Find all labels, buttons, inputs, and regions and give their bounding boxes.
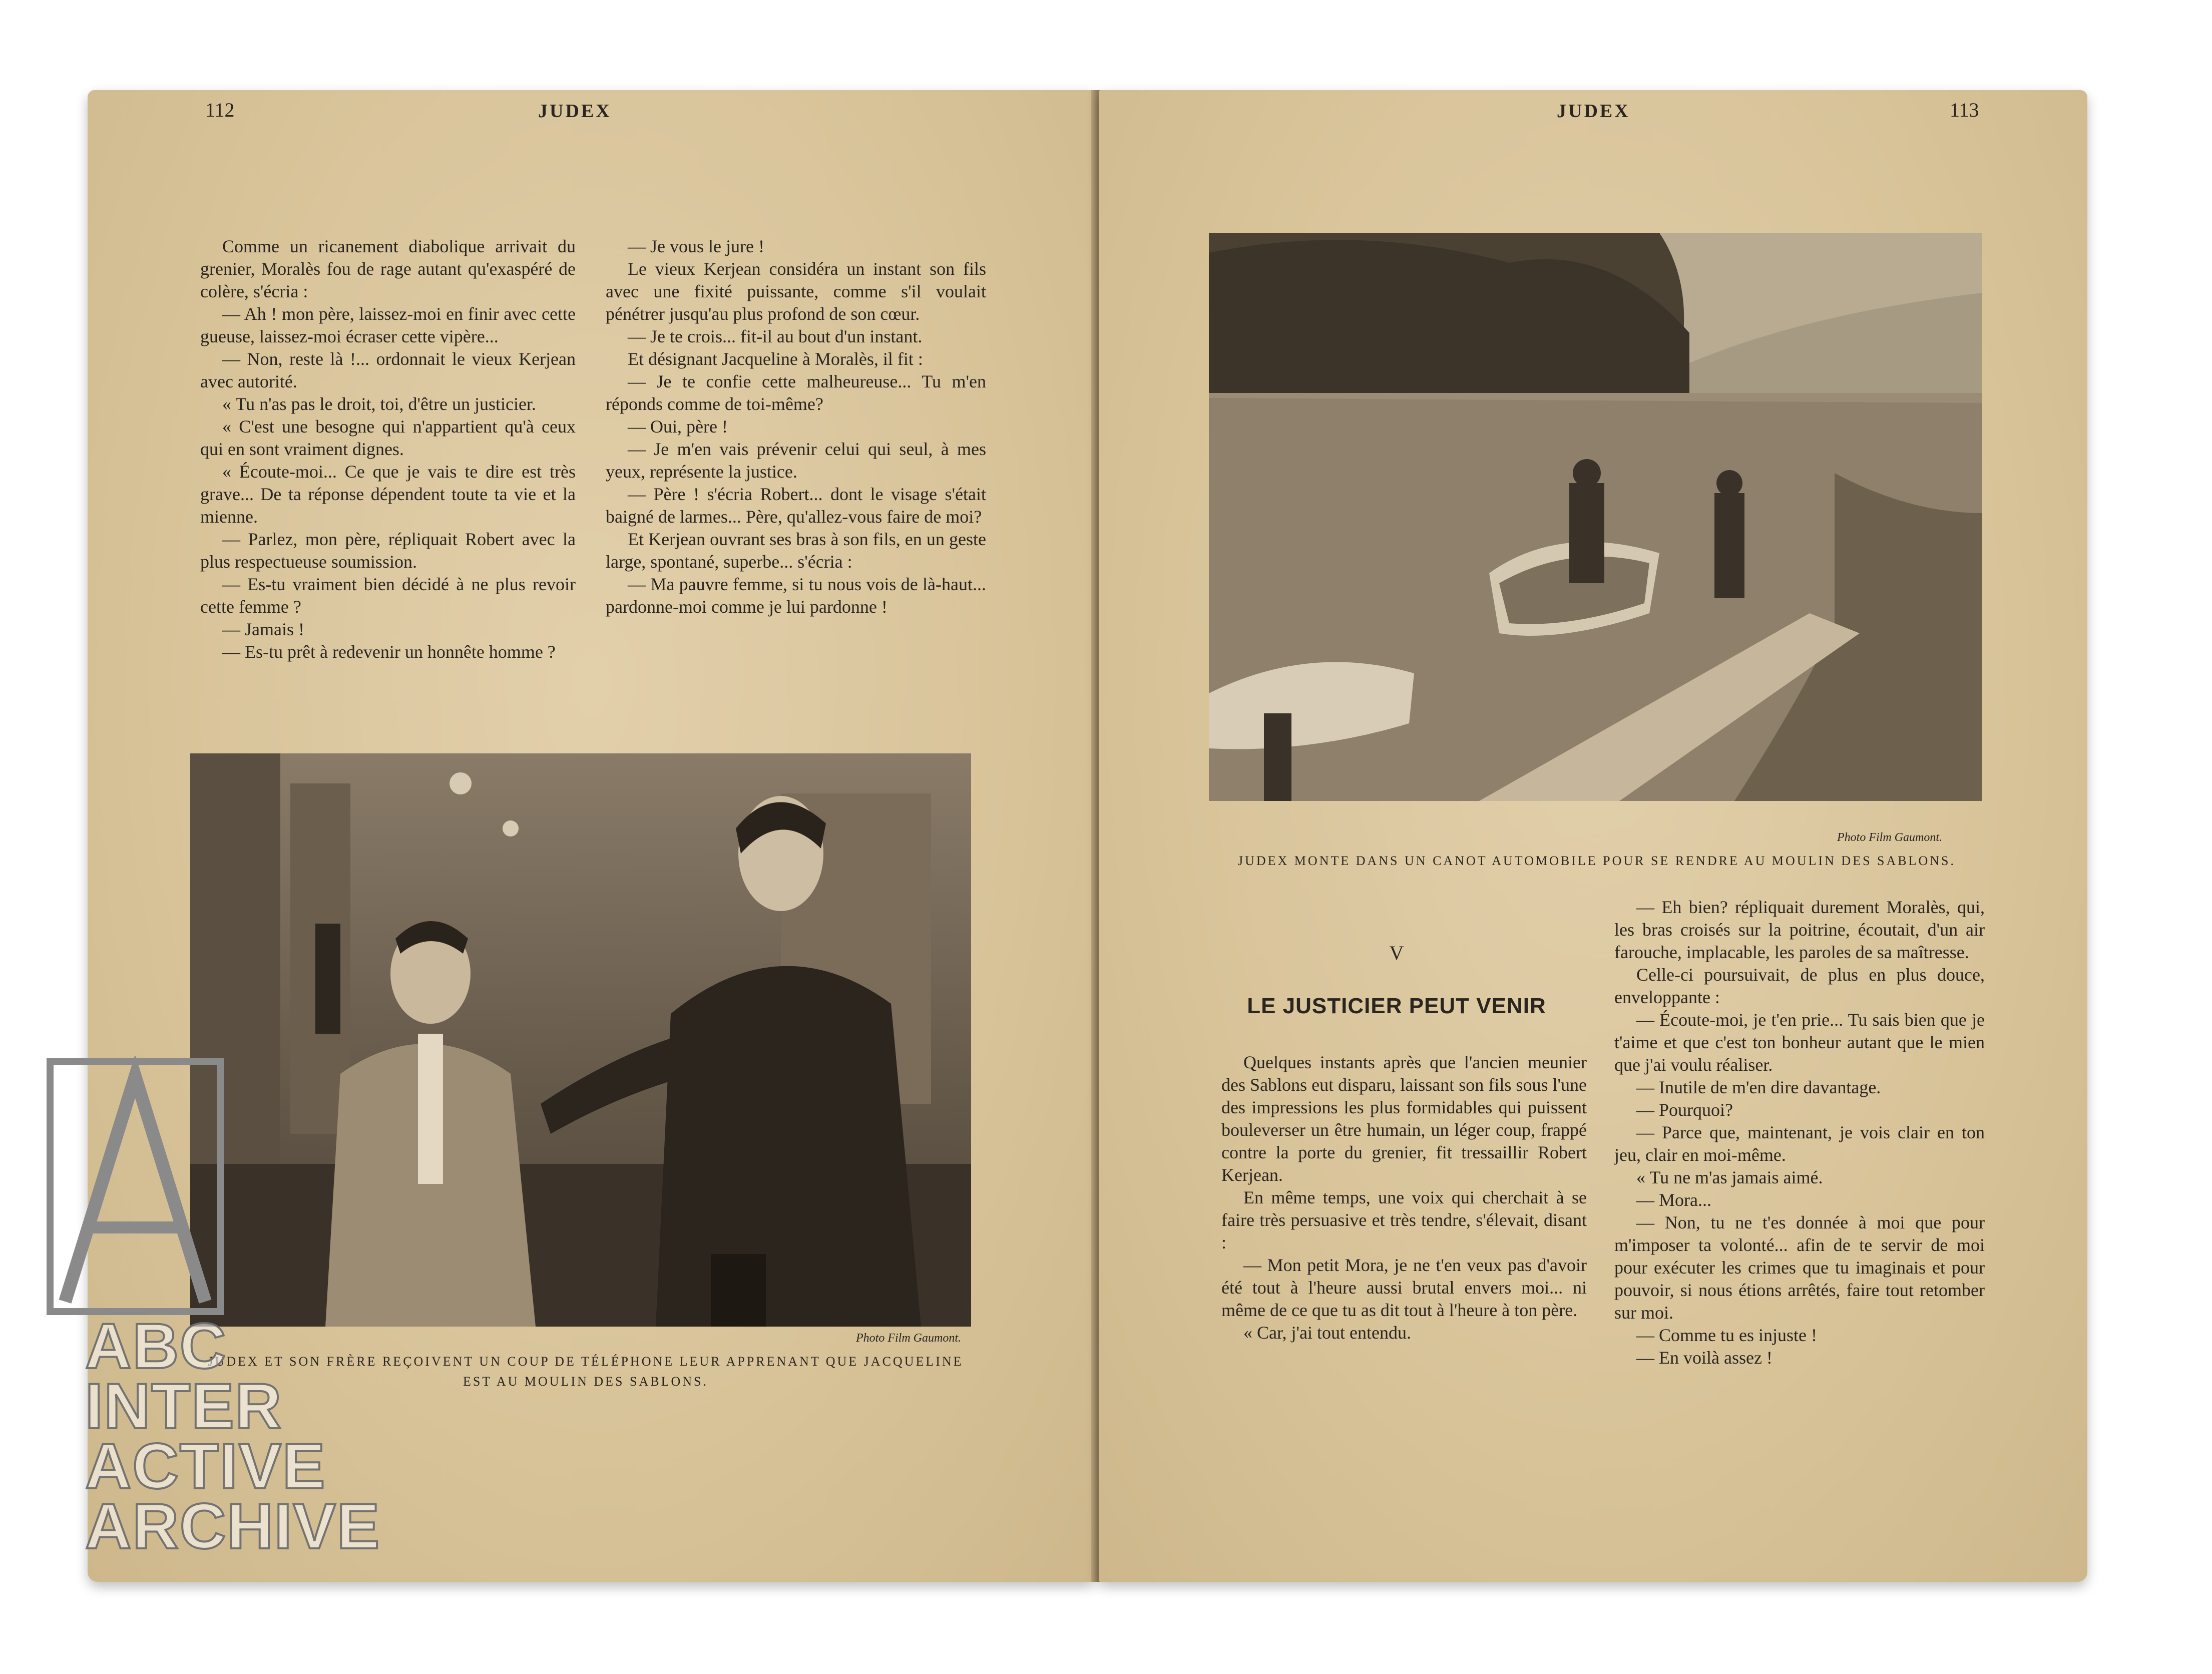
right-page-column-2 [1614, 896, 1985, 1369]
paragraph: — Es-tu prêt à redevenir un honnête homme ? [222, 642, 556, 662]
paragraph: — Je te crois... fit-il au bout d'un instant. [628, 326, 923, 346]
right-photo-caption: JUDEX MONTE DANS UN CANOT AUTOMOBILE POUR SE RENDRE AU MOULIN DES SABLONS. [1237, 854, 1956, 868]
paragraph: — Père ! s'écria Robert... dont le visage s'était baigné de larmes... Père, qu'allez-vous faire de moi? [606, 484, 986, 527]
paragraph: « Tu ne m'as jamais aimé. [1636, 1167, 1823, 1187]
left-page-column-2 [606, 235, 986, 618]
paragraph: — Parce que, maintenant, je vois clair en ton jeu, clair en moi-même. [1614, 1122, 1985, 1165]
left-page-column-1 [200, 235, 576, 663]
watermark-line-2: INTER [85, 1371, 282, 1442]
paragraph: Comme un ricanement diabolique arrivait du grenier, Moralès fou de rage autant qu'exaspéré de colère, s'écria : [200, 236, 576, 301]
paragraph: « Car, j'ai tout entendu. [1243, 1323, 1411, 1343]
paragraph: — Je vous le jure ! [628, 236, 764, 256]
paragraph: — Non, tu ne t'es donnée à moi que pour m'imposer ta volonté... afin de te servir de moi pour exécuter les crimes que tu imaginais et pour pouvoir, si nous étions arrêtés, faire tout retomber sur moi. [1614, 1212, 1985, 1323]
paragraph: — Comme tu es injuste ! [1636, 1325, 1817, 1345]
paragraph: Celle-ci poursuivait, de plus en plus douce, enveloppante : [1614, 965, 1985, 1007]
left-photo-caption: JUDEX ET SON FRÈRE REÇOIVENT UN COUP DE TÉLÉPHONE LEUR APPRENANT QUE JACQUELINE EST AU MOULIN DES SABLONS. [208, 1354, 964, 1389]
paragraph: — Pourquoi? [1636, 1100, 1733, 1120]
paragraph: — Mon petit Mora, je ne t'en veux pas d'avoir été tout à l'heure aussi brutal envers moi... ni même de ce que tu as dit tout à l'heure à ton père. [1221, 1255, 1587, 1320]
paragraph: Quelques instants après que l'ancien meunier des Sablons eut disparu, laissant son fils sous l'une des impressions les plus formidables qui puissent bouleverser un être humain, un léger coup, frappé contre la porte du grenier, fit tressaillir Robert Kerjean. [1221, 1052, 1587, 1185]
left-photo-credit: Photo Film Gaumont. [856, 1332, 961, 1345]
paragraph: — Non, reste là !... ordonnait le vieux Kerjean avec autorité. [200, 349, 576, 391]
paragraph: Et Kerjean ouvrant ses bras à son fils, en un geste large, spontané, superbe... s'écria : [606, 529, 986, 572]
paragraph: — Mora... [1636, 1190, 1711, 1210]
paragraph: Et désignant Jacqueline à Moralès, il fit : [628, 349, 923, 369]
right-page-column-1 [1221, 1051, 1587, 1344]
right-running-head: JUDEX [1557, 101, 1630, 122]
paragraph: — Es-tu vraiment bien décidé à ne plus revoir cette femme ? [200, 574, 576, 617]
paragraph: « Tu n'as pas le droit, toi, d'être un justicier. [222, 394, 536, 414]
paragraph: — Parlez, mon père, répliquait Robert avec la plus respectueuse soumission. [200, 529, 576, 572]
paragraph: En même temps, une voix qui cherchait à se faire très persuasive et très tendre, s'élevait, disant : [1221, 1187, 1587, 1252]
paragraph: — Oui, père ! [628, 416, 728, 437]
watermark-line-3: ACTIVE [85, 1431, 326, 1502]
watermark-line-4: ARCHIVE [85, 1491, 381, 1562]
photo-river-scene [1209, 233, 1982, 801]
paragraph: — Jamais ! [222, 619, 304, 639]
watermark-line-1: ABC [85, 1311, 227, 1382]
paragraph: — Inutile de m'en dire davantage. [1636, 1077, 1881, 1097]
right-photo-credit: Photo Film Gaumont. [1837, 831, 1942, 844]
left-page-number: 112 [205, 99, 235, 121]
river-scene-illustration [1209, 233, 1982, 801]
left-running-head: JUDEX [538, 101, 612, 122]
paragraph: — Ah ! mon père, laissez-moi en finir avec cette gueuse, laissez-moi écraser cette vipère... [200, 304, 576, 346]
paragraph: Le vieux Kerjean considéra un instant son fils avec une fixité puissante, comme s'il voulait pénétrer jusqu'au plus profond de son cœur. [606, 259, 986, 324]
paragraph: « Écoute-moi... Ce que je vais te dire est très grave... De ta réponse dépendent toute ta vie et la mienne. [200, 462, 576, 527]
abc-interactive-archive-watermark [40, 1056, 381, 1637]
paragraph: — Je m'en vais prévenir celui qui seul, à mes yeux, représente la justice. [606, 439, 986, 482]
paragraph: — Écoute-moi, je t'en prie... Tu sais bien que je t'aime et que c'est ton bonheur autant que le mien que j'ai voulu réaliser. [1614, 1010, 1985, 1075]
right-page-number: 113 [1950, 99, 1979, 121]
paragraph: — Je te confie cette malheureuse... Tu m'en réponds comme de toi-même? [606, 371, 986, 414]
chapter-title: LE JUSTICIER PEUT VENIR [1247, 994, 1546, 1018]
paragraph: — Ma pauvre femme, si tu nous vois de là-haut... pardonne-moi comme je lui pardonne ! [606, 574, 986, 617]
paragraph: — Eh bien? répliquait durement Moralès, qui, les bras croisés sur la poitrine, écoutait, d'un air farouche, implacable, les paroles de sa maîtresse. [1614, 897, 1985, 962]
chapter-number: V [1389, 942, 1404, 964]
paragraph: — En voilà assez ! [1636, 1348, 1773, 1368]
archive-logo-icon [45, 1056, 225, 1317]
paragraph: « C'est une besogne qui n'appartient qu'à ceux qui en sont vraiment dignes. [200, 416, 576, 459]
